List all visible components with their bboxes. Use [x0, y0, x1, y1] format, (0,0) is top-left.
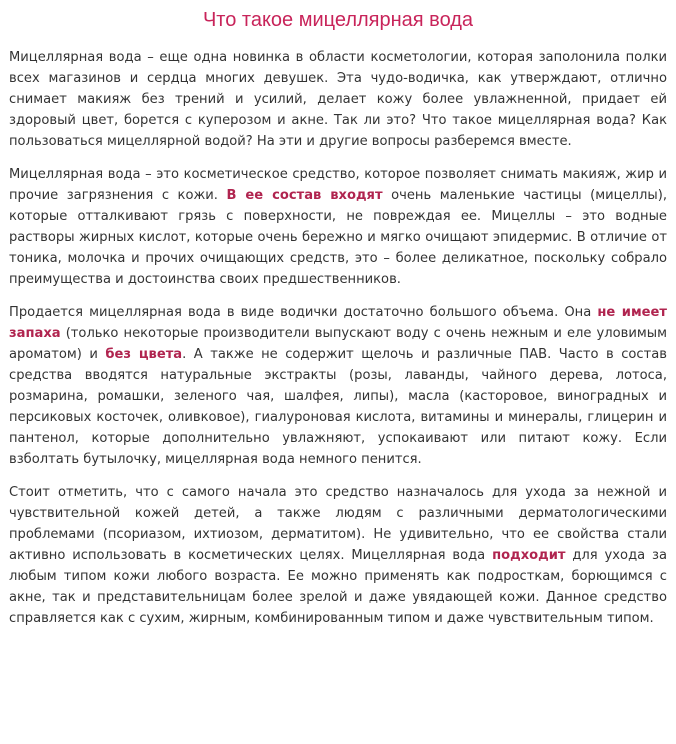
highlight-no-color: без цвета: [105, 347, 183, 362]
highlight-no-smell: не имеет запаха: [9, 305, 667, 341]
paragraph-intro: Мицеллярная вода – еще одна новинка в области косметологии, которая заполонила полки всех магазинов и сердца многих девушек. Эта чудо-водичка, как утверждают, отлично снимает макияж без трений и усилий, делает кожу более увлажненной, придает ей здоровый цвет, борется с куперозом и акне. Так ли это? Что такое мицеллярная вода? Как пользоваться мицеллярной водой? На эти и другие вопросы разберемся вместе.: [9, 50, 667, 149]
paragraph-properties: [9, 302, 667, 470]
highlight-suits: подходит: [492, 548, 566, 563]
paragraph-text: очень маленькие частицы (мицеллы), которые отталкивают грязь с поверхности, не повреждая ее. Мицеллы – это водные растворы жирных кислот, которые очень бережно и мягко очищают эпидермис. В отличие от тоника, молочка и прочих очищающих средств, это – более деликатное, поскольку собрало преимущества и достоинства своих предшественников.: [9, 188, 667, 287]
paragraph-text: Стоит отметить, что с самого начала это средство назначалось для ухода за нежной и чувствительной кожей детей, а также людям с различными дерматологическими проблемами (псориазом, ихтиозом, дерматитом). Не удивительно, что ее свойства стали активно использовать в косметических целях. Мицеллярная вода: [9, 485, 667, 563]
paragraph-usage: [9, 482, 667, 629]
paragraph-text: Мицеллярная вода – это косметическое средство, которое позволяет снимать макияж, жир и прочие загрязнения с кожи.: [9, 167, 667, 203]
paragraph-text: Продается мицеллярная вода в виде водички достаточно большого объема. Она: [9, 305, 598, 320]
paragraph-definition: [9, 164, 667, 290]
page-title: Что такое мицеллярная вода: [202, 9, 474, 31]
highlight-composition: В ее состав входят: [226, 188, 383, 203]
paragraph-text: . А также не содержит щелочь и различные ПАВ. Часто в состав средства вводятся натуральные экстракты (розы, лаванды, чайного дерева, лотоса, розмарина, ромашки, зеленого чая, шалфея, липы), масла (касторовое, виноградных и персиковых косточек, оливковое), гиалуроновая кислота, витамины и минералы, глицерин и пантенол, которые дополнительно увлажняют, успокаивают или питают кожу. Если взболтать бутылочку, мицеллярная вода немного пенится.: [9, 347, 667, 467]
paragraph-text: (только некоторые производители выпускают воду с очень нежным и еле уловимым ароматом) и: [9, 326, 667, 362]
paragraph-text: для ухода за любым типом кожи любого возраста. Ее можно применять как подросткам, борющимся с акне, так и представительницам более зрелой и даже увядающей кожи. Данное средство справляется как с сухим, жирным, комбинированным типом и даже чувствительным типом.: [9, 548, 668, 626]
article: [9, 6, 667, 629]
